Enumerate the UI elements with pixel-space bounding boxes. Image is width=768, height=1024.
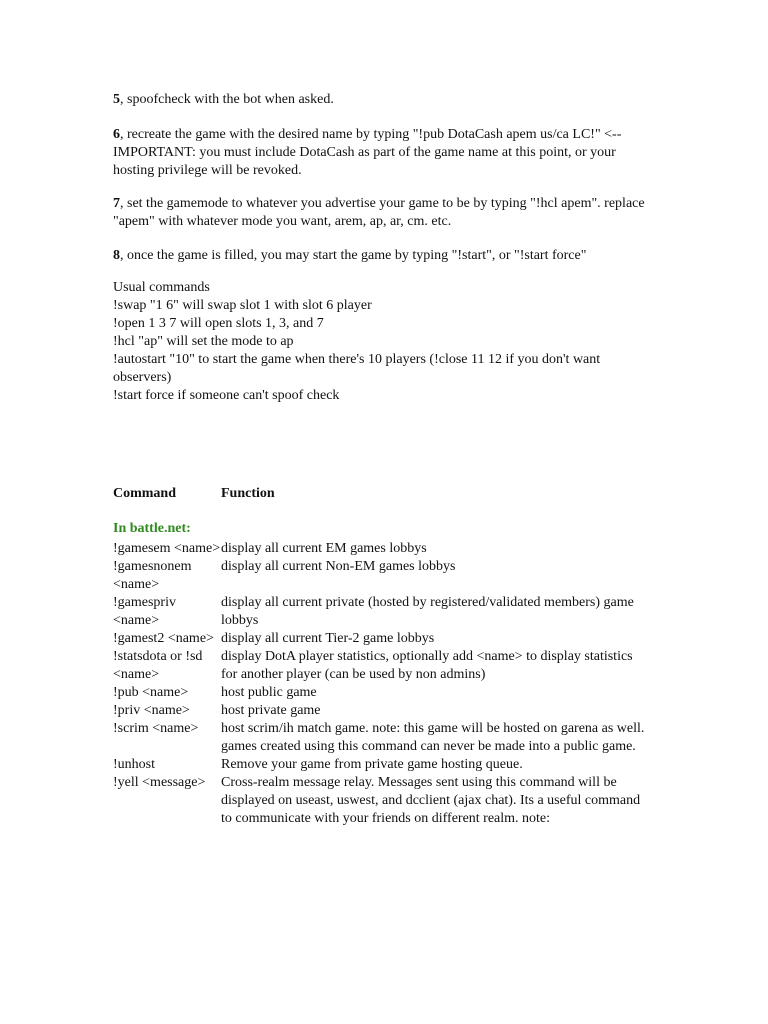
command-cell: !gamesem <name>: [113, 541, 221, 556]
function-cell: host public game: [221, 685, 317, 700]
step-text: , once the game is filled, you may start the game by typing "!start", or "!start force": [120, 248, 587, 263]
step-number: 8: [113, 248, 120, 263]
command-cell: !gamest2 <name>: [113, 631, 214, 646]
usual-command-line: !start force if someone can't spoof check: [113, 388, 340, 403]
section-heading: In battle.net:: [113, 521, 191, 536]
step-number: 5: [113, 92, 120, 107]
step-text: , recreate the game with the desired name by typing "!pub DotaCash apem us/ca LC!" <-- IMPORTANT: you must include DotaCash as part of the game name at this point, or your hosting privilege will be revoked.: [113, 127, 622, 178]
command-cell: !priv <name>: [113, 703, 190, 718]
table-row: [113, 756, 658, 774]
usual-command-line: !hcl "ap" will set the mode to ap: [113, 334, 294, 349]
table-row: [113, 720, 658, 756]
step-text: , spoofcheck with the bot when asked.: [120, 92, 334, 107]
step-number: 6: [113, 127, 120, 142]
command-table: [113, 540, 658, 828]
step-text: , set the gamemode to whatever you advertise your game to be by typing "!hcl apem". replace "apem" with whatever mode you want, arem, ap, ar, cm. etc.: [113, 196, 645, 229]
step-7: [113, 195, 658, 231]
usual-command-line: !swap "1 6" will swap slot 1 with slot 6 player: [113, 298, 372, 313]
function-cell: Cross-realm message relay. Messages sent using this command will be displayed on useast, uswest, and dcclient (ajax chat). Its a useful command to communicate with your friends on different realm. note:: [221, 775, 641, 826]
command-cell: !scrim <name>: [113, 721, 199, 736]
function-cell: display all current Non-EM games lobbys: [221, 559, 456, 574]
command-cell: !statsdota or !sd <name>: [113, 649, 203, 682]
usual-command-line: !autostart "10" to start the game when there's 10 players (!close 11 12 if you don't want observers): [113, 352, 601, 385]
function-cell: display all current Tier-2 game lobbys: [221, 631, 435, 646]
usual-command-line: !open 1 3 7 will open slots 1, 3, and 7: [113, 316, 324, 331]
table-row: [113, 540, 658, 558]
table-row: [113, 774, 658, 828]
table-row: [113, 594, 658, 630]
step-6: [113, 126, 658, 180]
function-cell: display DotA player statistics, optionally add <name> to display statistics for another player (can be used by non admins): [221, 649, 633, 682]
command-cell: !gamespriv <name>: [113, 595, 176, 628]
step-number: 7: [113, 196, 120, 211]
usual-commands-block: [113, 279, 658, 405]
function-cell: host private game: [221, 703, 321, 718]
table-header-command: Command: [113, 486, 177, 501]
command-cell: !pub <name>: [113, 685, 189, 700]
command-cell: !gamesnonem <name>: [113, 559, 192, 592]
step-5: [113, 91, 658, 109]
table-row: [113, 558, 658, 594]
function-cell: Remove your game from private game hosting queue.: [221, 757, 523, 772]
table-row: [113, 630, 658, 648]
command-cell: !yell <message>: [113, 775, 206, 790]
table-row: [113, 648, 658, 684]
usual-commands-title: Usual commands: [113, 280, 210, 295]
table-row: [113, 684, 658, 702]
function-cell: host scrim/ih match game. note: this game will be hosted on garena as well. games created using this command can never be made into a public game.: [221, 721, 645, 754]
step-8: [113, 247, 658, 265]
command-cell: !unhost: [113, 757, 155, 772]
table-row: [113, 702, 658, 720]
function-cell: display all current EM games lobbys: [221, 541, 427, 556]
table-header-function: Function: [221, 486, 275, 501]
function-cell: display all current private (hosted by registered/validated members) game lobbys: [221, 595, 634, 628]
